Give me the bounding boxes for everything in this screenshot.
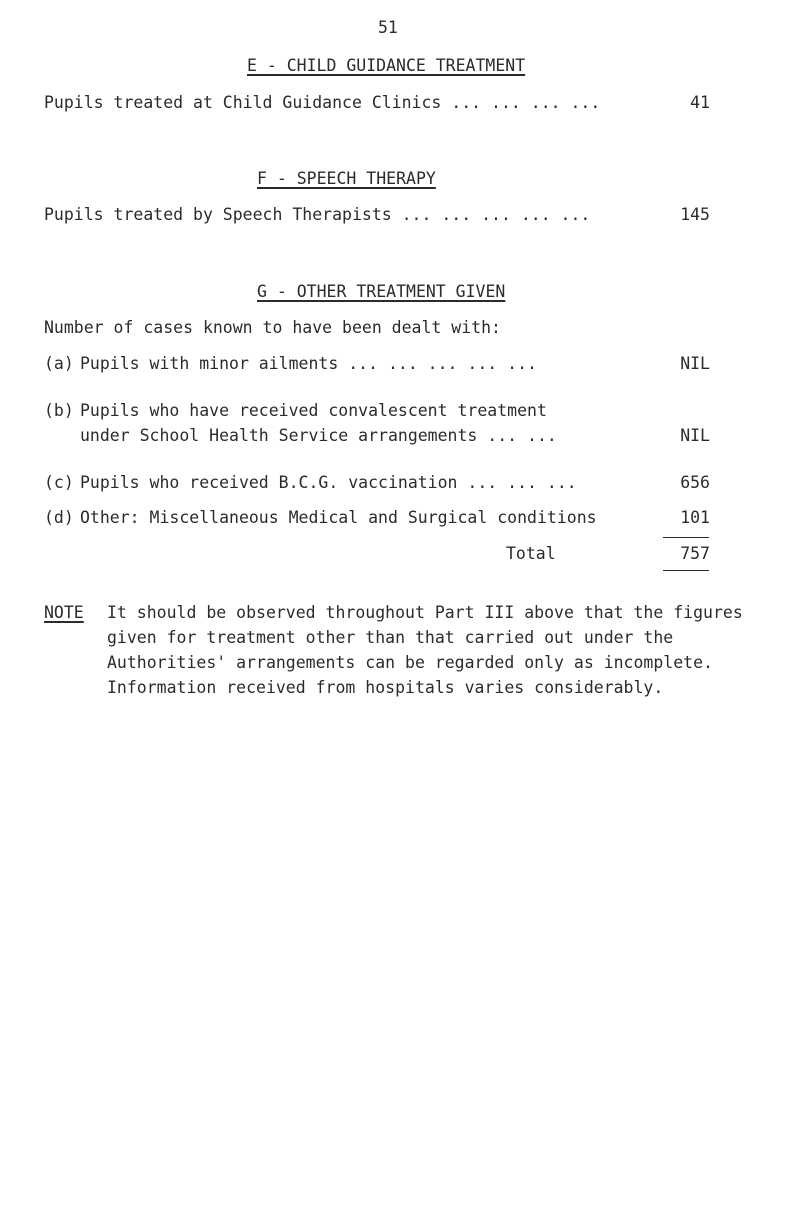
note-line: Authorities' arrangements can be regarded only as incomplete. [107, 653, 713, 672]
item-d-marker: (d) [44, 508, 74, 527]
note-line: given for treatment other than that carried out under the [107, 628, 674, 647]
item-c-text: Pupils who received B.C.G. vaccination ... ... ... [80, 473, 577, 492]
note-label: NOTE [44, 603, 84, 622]
item-d-value: 101 [680, 508, 710, 527]
item-b-marker: (b) [44, 401, 74, 420]
total-label: Total [506, 544, 556, 563]
section-f-value: 145 [680, 205, 710, 224]
section-e-value: 41 [690, 93, 710, 112]
section-e-label: Pupils treated at Child Guidance Clinics ... ... ... ... [44, 93, 601, 112]
section-e-heading: E - CHILD GUIDANCE TREATMENT [247, 56, 526, 75]
item-c-marker: (c) [44, 473, 74, 492]
item-a-value: NIL [680, 354, 710, 373]
total-rule-top [663, 537, 709, 538]
item-d-text: Other: Miscellaneous Medical and Surgical conditions [80, 508, 597, 527]
section-f-heading: F - SPEECH THERAPY [257, 169, 436, 188]
section-g-heading: G - OTHER TREATMENT GIVEN [257, 282, 506, 301]
section-f-label: Pupils treated by Speech Therapists ... ... ... ... ... [44, 205, 591, 224]
total-value: 757 [680, 544, 710, 563]
total-rule-bottom [663, 570, 709, 571]
item-b-continuation: under School Health Service arrangements ... ... [80, 426, 557, 445]
section-g-intro: Number of cases known to have been dealt with: [44, 318, 501, 337]
item-b-text: Pupils who have received convalescent treatment [80, 401, 547, 420]
note-line: Information received from hospitals varies considerably. [107, 678, 664, 697]
page-number: 51 [378, 18, 398, 37]
item-c-value: 656 [680, 473, 710, 492]
item-b-value: NIL [680, 426, 710, 445]
item-a-marker: (a) [44, 354, 74, 373]
note-line: It should be observed throughout Part III above that the figures [107, 603, 743, 622]
item-a-text: Pupils with minor ailments ... ... ... ... ... [80, 354, 537, 373]
